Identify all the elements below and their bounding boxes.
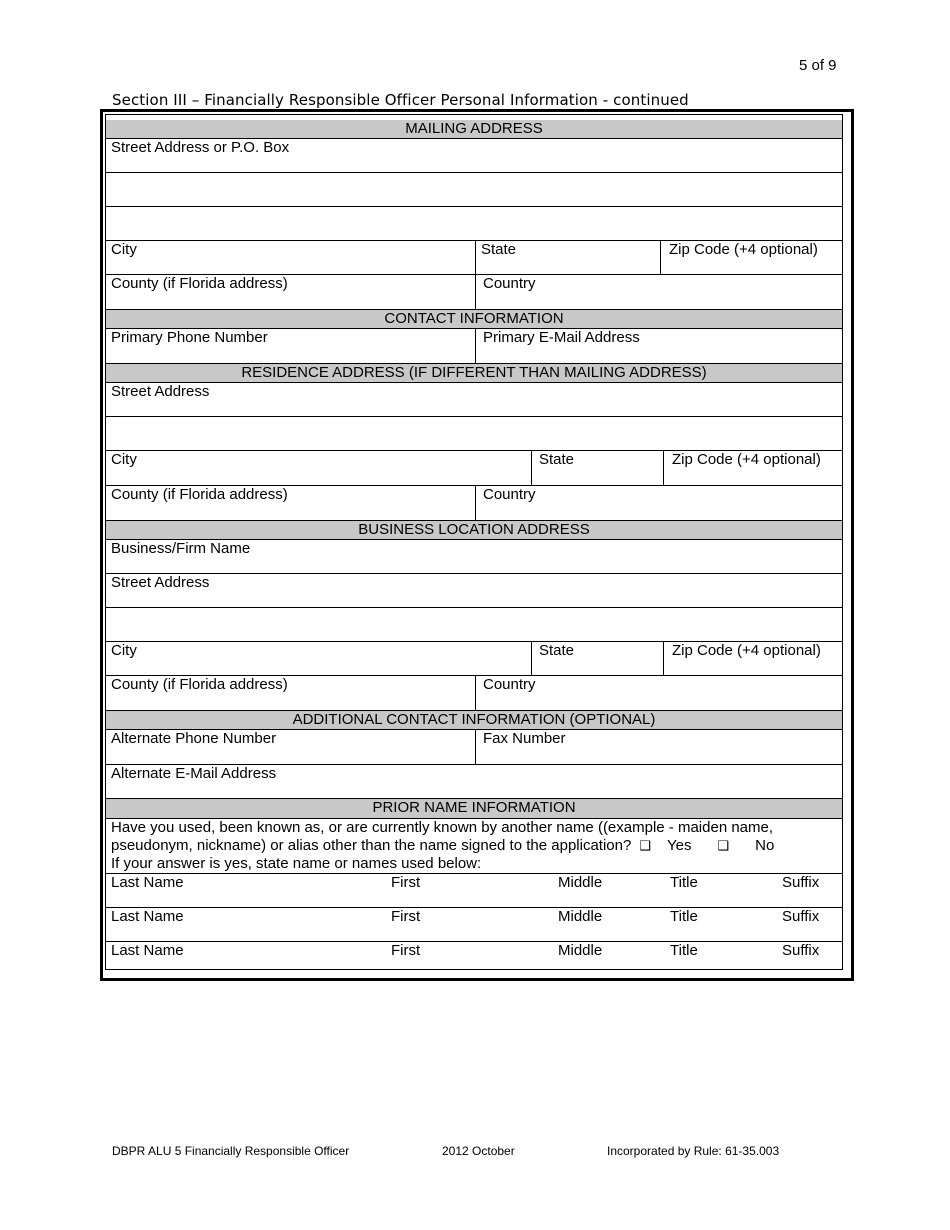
residence-country-field[interactable] (475, 486, 842, 520)
business-city-field[interactable] (106, 642, 531, 675)
business-country-field[interactable] (475, 676, 842, 710)
contact-header: CONTACT INFORMATION (106, 310, 842, 329)
prior-middle-label: Middle (558, 942, 603, 959)
alt-email-label: Alternate E-Mail Address (111, 765, 277, 782)
mailing-street-line-3[interactable] (106, 207, 842, 241)
primary-email-label: Primary E-Mail Address (483, 329, 640, 346)
mailing-state-label: State (481, 241, 517, 258)
residence-city-label: City (111, 451, 137, 468)
residence-county-label: County (if Florida address) (111, 486, 288, 503)
prior-name-row[interactable] (106, 942, 842, 970)
prior-suffix-label: Suffix (782, 942, 820, 959)
residence-country-label: Country (483, 486, 536, 503)
alt-email-row[interactable] (106, 765, 842, 799)
prior-question-line2-wrap (111, 837, 837, 855)
form-table (105, 114, 843, 970)
residence-street-row[interactable] (106, 383, 842, 417)
business-county-row (106, 676, 842, 711)
form-border (100, 109, 854, 981)
residence-county-field[interactable] (106, 486, 475, 520)
business-zip-field[interactable] (663, 642, 842, 675)
residence-state-label: State (539, 451, 575, 468)
mailing-zip-field[interactable] (660, 241, 842, 274)
prior-suffix-label: Suffix (782, 874, 820, 891)
alt-phone-field[interactable] (106, 730, 475, 764)
footer-rule: Incorporated by Rule: 61-35.003 (607, 1144, 780, 1158)
primary-phone-field[interactable] (106, 329, 475, 363)
mailing-city-row (106, 241, 842, 275)
prior-first-label: First (391, 874, 421, 891)
footer-form-name: DBPR ALU 5 Financially Responsible Officer (112, 1144, 350, 1158)
no-checkbox[interactable]: ❑ (717, 838, 730, 853)
business-country-label: Country (483, 676, 536, 693)
footer-date: 2012 October (442, 1144, 515, 1158)
mailing-header: MAILING ADDRESS (106, 120, 842, 139)
business-header: BUSINESS LOCATION ADDRESS (106, 521, 842, 540)
residence-county-row (106, 486, 842, 521)
mailing-city-field[interactable] (106, 241, 475, 274)
prior-first-label: First (391, 908, 421, 925)
mailing-county-label: County (if Florida address) (111, 275, 288, 292)
mailing-zip-label: Zip Code (+4 optional) (669, 241, 818, 258)
prior-first-label: First (391, 942, 421, 959)
prior-middle-label: Middle (558, 874, 603, 891)
prior-question-line2: pseudonym, nickname) or alias other than the name signed to the application? (111, 837, 632, 854)
prior-last-label: Last Name (111, 908, 184, 925)
prior-last-label: Last Name (111, 942, 184, 959)
page-number: 5 of 9 (799, 57, 837, 74)
prior-name-row[interactable] (106, 908, 842, 942)
residence-city-field[interactable] (106, 451, 531, 485)
business-street-label: Street Address (111, 574, 210, 591)
no-label: No (755, 837, 775, 854)
prior-question (106, 819, 842, 874)
business-street-row[interactable] (106, 574, 842, 608)
business-state-label: State (539, 642, 575, 659)
mailing-state-field[interactable] (475, 241, 660, 274)
prior-title-label: Title (670, 908, 698, 925)
fax-field[interactable] (475, 730, 842, 764)
alt-phone-label: Alternate Phone Number (111, 730, 277, 747)
business-zip-label: Zip Code (+4 optional) (672, 642, 821, 659)
business-county-field[interactable] (106, 676, 475, 710)
business-firm-row[interactable] (106, 540, 842, 574)
business-city-label: City (111, 642, 137, 659)
residence-zip-field[interactable] (663, 451, 842, 485)
mailing-county-row (106, 275, 842, 310)
mailing-street-label: Street Address or P.O. Box (111, 139, 290, 156)
business-state-field[interactable] (531, 642, 663, 675)
business-county-label: County (if Florida address) (111, 676, 288, 693)
prior-question-line3: If your answer is yes, state name or names used below: (111, 855, 482, 872)
mailing-county-field[interactable] (106, 275, 475, 309)
prior-middle-label: Middle (558, 908, 603, 925)
mailing-street-line-2[interactable] (106, 173, 842, 207)
residence-street-label: Street Address (111, 383, 210, 400)
additional-phone-row (106, 730, 842, 765)
business-firm-label: Business/Firm Name (111, 540, 251, 557)
residence-state-field[interactable] (531, 451, 663, 485)
prior-header: PRIOR NAME INFORMATION (106, 799, 842, 819)
contact-row (106, 329, 842, 364)
business-street-line-2[interactable] (106, 608, 842, 642)
residence-zip-label: Zip Code (+4 optional) (672, 451, 821, 468)
residence-street-line-2[interactable] (106, 417, 842, 451)
prior-title-label: Title (670, 942, 698, 959)
fax-label: Fax Number (483, 730, 566, 747)
prior-suffix-label: Suffix (782, 908, 820, 925)
mailing-street-row[interactable] (106, 139, 842, 173)
prior-name-row[interactable] (106, 874, 842, 908)
business-city-row (106, 642, 842, 676)
yes-label: Yes (666, 837, 692, 854)
mailing-country-label: Country (483, 275, 536, 292)
residence-city-row (106, 451, 842, 486)
mailing-country-field[interactable] (475, 275, 842, 309)
primary-phone-label: Primary Phone Number (111, 329, 268, 346)
prior-question-line1: Have you used, been known as, or are currently known by another name ((example - maiden name, (111, 819, 774, 836)
yes-checkbox[interactable]: ❑ (639, 838, 651, 853)
prior-title-label: Title (670, 874, 698, 891)
residence-header: RESIDENCE ADDRESS (IF DIFFERENT THAN MAILING ADDRESS) (106, 364, 842, 383)
mailing-city-label: City (111, 241, 137, 258)
section-title: Section III – Financially Responsible Officer Personal Information - continued (112, 91, 689, 109)
primary-email-field[interactable] (475, 329, 842, 363)
additional-header: ADDITIONAL CONTACT INFORMATION (OPTIONAL) (106, 711, 842, 730)
prior-last-label: Last Name (111, 874, 184, 891)
